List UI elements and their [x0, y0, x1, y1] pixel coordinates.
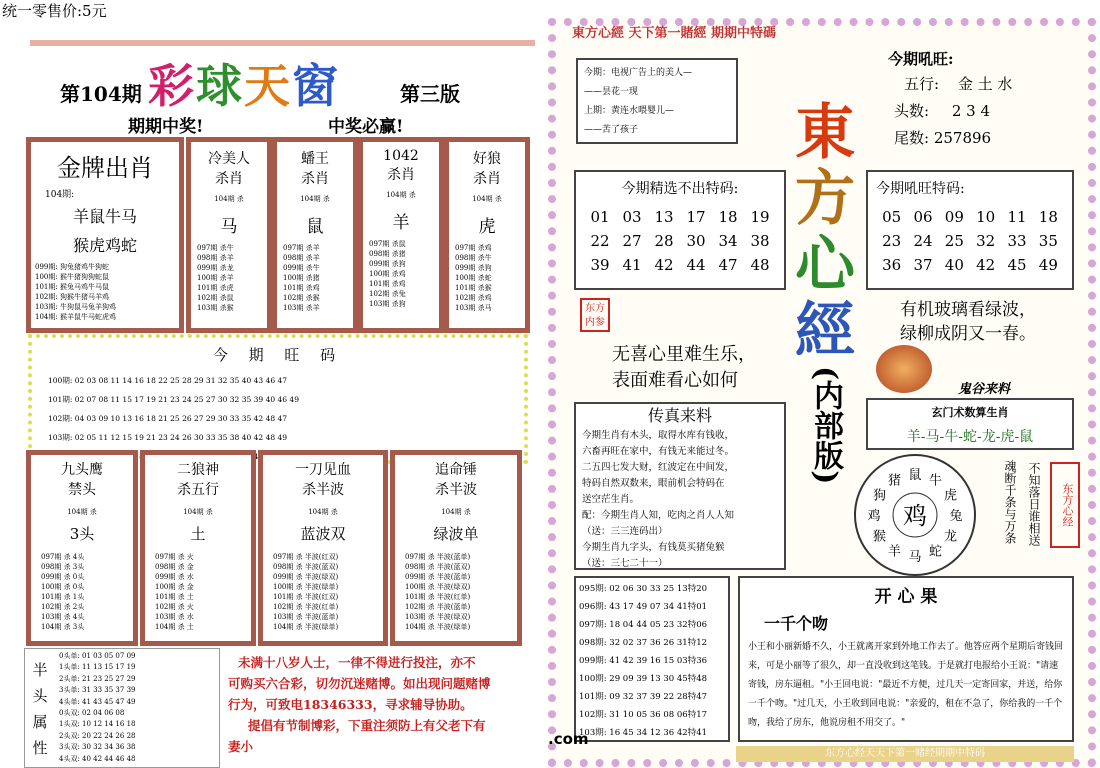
retail-price: 统一零售价:5元: [2, 2, 107, 20]
kill2-row: 099期 杀 半波(绿双): [273, 573, 339, 581]
banjiao-panel: [24, 648, 220, 768]
banjiao-row: 1头单: 11 13 15 17 19: [59, 663, 136, 672]
wuxing-value: 金 土 水: [957, 75, 1013, 93]
kill-title-1: 1042: [383, 148, 419, 164]
edition-label: 第三版: [400, 82, 460, 106]
kill2-row: 097期 杀 半波(红双): [273, 553, 339, 561]
number-cell: 42: [976, 256, 996, 274]
kill2-row: 103期 杀 水: [155, 613, 194, 621]
number-cell: 09: [944, 208, 964, 226]
number-cell: 42: [654, 256, 674, 274]
number-cell: 18: [1038, 208, 1058, 226]
kill-row: 098期 杀牛: [455, 254, 492, 262]
wang-row: 102期: 04 03 09 10 13 16 18 21 25 26 27 29 30 33 35 42 48 47: [48, 414, 288, 423]
number-cell: 49: [1038, 256, 1058, 274]
kill2-sub: 104期 杀: [441, 508, 471, 516]
history-row: 101期: 09 32 37 39 22 28特47: [579, 692, 708, 702]
kill2-row: 097期 杀 4头: [41, 553, 85, 561]
kill2-row: 102期 杀 半波(红单): [273, 603, 339, 611]
top-border: [30, 40, 535, 46]
gold-row: 099期: 狗兔猪鸡牛狗蛇: [35, 263, 109, 271]
kill-row: 100期 杀蛇: [455, 274, 492, 282]
kill-row: 101期 杀虎: [197, 284, 234, 292]
wheel-char: 狗: [872, 488, 887, 504]
kill-value: 虎: [478, 217, 496, 237]
tiger-label: 鬼谷来料: [958, 382, 1011, 397]
banjiao-rows: [59, 651, 135, 765]
title-char: 東: [795, 98, 855, 168]
tiger-image: [876, 345, 932, 393]
poem-line: 绿柳成阴又一春。: [900, 324, 1036, 344]
brand-char: 窗: [292, 59, 340, 113]
kill2-row: 099期 杀 0头: [41, 573, 85, 581]
brand-char: 天: [244, 59, 292, 113]
left-page: [10, 22, 540, 767]
number-cell: 35: [1038, 232, 1058, 250]
warning-line: 妻小: [228, 739, 254, 754]
kill2-row: 101期 杀 半波(红双): [273, 593, 339, 601]
number-cell: 30: [686, 232, 706, 250]
kill-sub: 104期 杀: [214, 195, 244, 203]
kill-row: 099期 杀狗: [369, 260, 406, 268]
kill2-row: 104期 杀 半波(绿单): [273, 623, 339, 631]
kill2-row: 104期 杀 3头: [41, 623, 85, 631]
kill2-row: 100期 杀 半波(绿单): [273, 583, 339, 591]
wheel-char: 牛: [928, 473, 943, 489]
brand-char: 球: [196, 59, 244, 113]
neibu-label: (内部版): [808, 366, 843, 485]
gold-title: 金牌出肖: [57, 154, 153, 182]
number-cell: 28: [654, 232, 674, 250]
banjiao-row: 4头双: 40 42 44 46 48: [59, 754, 136, 763]
number-cell: 13: [654, 208, 674, 226]
kill-row: 101期 杀猴: [455, 284, 492, 292]
kill2-row: 097期 杀 半波(蓝单): [405, 553, 471, 561]
kill-row: 103期 杀马: [455, 304, 492, 312]
kill-row: 099期 杀龙: [197, 264, 234, 272]
chuanzhen-line: 送空茫生肖。: [582, 494, 640, 505]
tou-value: 2 3 4: [951, 102, 991, 120]
kill-row: 097期 杀鸡: [455, 244, 492, 252]
wheel-char: 马: [908, 550, 922, 565]
kill-title-2: 杀肖: [215, 171, 243, 187]
kill2-row: 103期 杀 半波(蓝单): [273, 613, 339, 621]
number-cell: 11: [1007, 208, 1027, 226]
xuanmen-title: 玄门术数算生肖: [931, 406, 1009, 419]
warning-line: 行为，可致电18346333，寻求辅导协助。: [228, 697, 473, 712]
kill2-row: 097期 杀 火: [155, 553, 194, 561]
kill-rows: [369, 239, 439, 309]
wheel-char: 龙: [943, 529, 958, 545]
kill2-row: 104期 杀 半波(绿单): [405, 623, 471, 631]
kill2-row: 104期 杀 土: [155, 623, 194, 631]
kill-row: 103期 杀狗: [369, 300, 406, 308]
history-row: 103期: 16 45 34 12 36 42特41: [579, 728, 708, 738]
chuanzhen-line: 配：今期生肖人知，吃肉之肖人人知: [582, 510, 735, 521]
kill2-title-1: 二狼神: [177, 462, 219, 478]
wheel-char: 虎: [943, 488, 958, 504]
wuxing-label: 五行:: [904, 75, 940, 93]
number-cell: 06: [913, 208, 933, 226]
tou-label: 头数:: [894, 102, 930, 120]
gold-line2: 猴虎鸡蛇: [72, 236, 137, 255]
kill-rows: [197, 243, 267, 313]
kill-row: 101期 杀鸡: [369, 280, 406, 288]
kill-row: 100期 杀猪: [283, 274, 320, 282]
kill2-row: 099期 杀 半波(蓝单): [405, 573, 471, 581]
kill2-row: 100期 杀 0头: [41, 583, 85, 591]
wang-row: 103期: 02 05 11 12 15 19 21 23 24 26 30 33 35 38 40 42 48 49: [48, 433, 288, 442]
side-vertical-1: 魂断千条与万条: [1003, 460, 1017, 544]
wang-title: 今 期 旺 码: [212, 346, 344, 364]
gold-row: 101期: 猴兔马鸡牛马鼠: [35, 283, 109, 291]
number-cell: 23: [882, 232, 902, 250]
number-cell: 32: [976, 232, 996, 250]
number-cell: 05: [882, 208, 902, 226]
history-row: 095期: 02 06 30 33 25 13特20: [579, 584, 708, 594]
kill-row: 100期 杀鸡: [369, 270, 406, 278]
kill2-rows: [41, 552, 133, 632]
number-cell: 37: [913, 256, 933, 274]
kill-row: 099期 杀牛: [283, 264, 320, 272]
kill-row: 102期 杀猴: [283, 294, 320, 302]
hao-panel: [870, 48, 1088, 158]
kill-row: 098期 杀羊: [283, 254, 320, 262]
chuanzhen-line: （送：三七二十一）: [582, 558, 668, 569]
kill2-row: 100期 杀 金: [155, 583, 194, 591]
com-label: .com: [548, 730, 589, 748]
riddle-line: ——苦了孩子: [584, 125, 639, 135]
riddle-line: 今期：电视广告上的美人—: [584, 68, 693, 78]
kill-value: 羊: [392, 213, 410, 233]
kill2-row: 101期 杀 土: [155, 593, 194, 601]
kill-title-1: 冷美人: [208, 151, 250, 167]
history-row: 102期: 31 10 05 36 08 06特17: [579, 710, 708, 720]
number-cell: 38: [750, 232, 770, 250]
dongfang-title: [790, 100, 860, 484]
kaixin-sub: 一千个吻: [764, 614, 829, 633]
kill-row: 103期 杀羊: [283, 304, 320, 312]
banjiao-row: 2头双: 20 22 24 26 28: [59, 731, 136, 740]
wang-row: 100期: 02 03 08 11 14 16 18 22 25 28 29 31 32 35 40 43 46 47: [48, 376, 288, 385]
chuanzhen-line: 二五四七发大财，红波定在中间发，: [582, 462, 735, 473]
kill-rows: [455, 243, 525, 313]
banjiao-row: 4头单: 41 43 45 47 49: [59, 697, 136, 706]
kill-row: 099期 杀狗: [455, 264, 492, 272]
warning-line: 提倡有节制博彩，下重注须防上有父老下有: [248, 718, 486, 733]
wheel-char: 羊: [887, 544, 902, 560]
kill-row: 098期 杀猪: [369, 250, 406, 258]
kill2-panel: [26, 450, 138, 646]
banjiao-title: 半头属性: [32, 661, 48, 757]
wheel-char: 猴: [872, 529, 887, 545]
kill2-title-1: 追命锤: [435, 462, 477, 478]
kill2-row: 098期 杀 3头: [41, 563, 85, 571]
chuanzhen-line: 今期生肖九字头，有钱莫买猪兔猴: [582, 542, 725, 553]
number-cell: 40: [944, 256, 964, 274]
warning-line: 可购买六合彩，切勿沉迷赌博。如出现问题赌博: [228, 676, 491, 691]
right-header: 東方心經 天下第一賭經 期期中特碼: [572, 26, 777, 41]
slogan-left: 期期中奖!: [128, 117, 204, 137]
banjiao-row: 0头双: 02 04 06 08: [59, 709, 125, 718]
houwang-panel: [866, 170, 1074, 290]
poem1: [900, 298, 1036, 346]
kill-panel: [272, 137, 358, 333]
kill2-row: 098期 杀 半波(蓝双): [273, 563, 339, 571]
history-row: 096期: 43 17 49 07 34 41特01: [579, 602, 708, 612]
history-rows: [579, 580, 725, 742]
banjiao-row: 0头单: 01 03 05 07 09: [59, 652, 136, 660]
number-cell: 41: [622, 256, 642, 274]
number-cell: 01: [590, 208, 610, 226]
kill2-value: 蓝波双: [300, 525, 346, 543]
brand-title: [148, 50, 340, 116]
stamp: 东方内参: [580, 298, 610, 332]
history-row: 100期: 29 09 39 13 30 45特48: [579, 674, 708, 684]
brand-char: 彩: [148, 59, 196, 113]
poem-line: 有机玻璃看绿波，: [900, 300, 1036, 320]
title-char: 方: [795, 164, 855, 234]
kill2-rows: [405, 552, 517, 632]
kill2-row: 099期 杀 水: [155, 573, 194, 581]
kill-row: 100期 杀羊: [197, 274, 234, 282]
warning-line: 未满十八岁人士，一律不得进行投注，亦不: [238, 655, 476, 670]
kill-row: 101期 杀鸡: [283, 284, 320, 292]
kill2-sub: 104期 杀: [183, 508, 213, 516]
kill-title-2: 杀肖: [473, 171, 501, 187]
kill2-row: 103期 杀 4头: [41, 613, 85, 621]
number-cell: 24: [913, 232, 933, 250]
number-cell: 03: [622, 208, 642, 226]
wei-value: 257896: [933, 129, 992, 147]
kill-title-1: 蟠王: [301, 151, 329, 167]
wheel-char: 兔: [949, 509, 963, 524]
kill-panel: [186, 137, 272, 333]
banjiao-row: 3头单: 31 33 35 37 39: [59, 686, 136, 695]
kill2-row: 101期 杀 1头: [41, 593, 85, 601]
banjiao-row: 2头单: 21 23 25 27 29: [59, 674, 136, 683]
number-cell: 18: [718, 208, 738, 226]
kill2-panel: [140, 450, 256, 646]
kill2-rows: [273, 552, 383, 632]
gold-issue: 104期:: [45, 190, 75, 200]
kill-title-1: 好狼: [473, 151, 501, 167]
jingxuan-title: 今期精选不出特码:: [621, 181, 739, 197]
wheel-char: 猪: [887, 473, 902, 489]
number-cell: 17: [686, 208, 706, 226]
kill-value: 鼠: [306, 217, 324, 237]
number-cell: 27: [622, 232, 642, 250]
riddle-line: ——昙花一现: [584, 87, 639, 97]
kill-row: 103期 杀猴: [197, 304, 234, 312]
kill-sub: 104期 杀: [300, 195, 330, 203]
history-row: 098期: 32 02 37 36 26 31特12: [579, 638, 708, 648]
warning-text: [228, 652, 538, 757]
number-cell: 45: [1007, 256, 1027, 274]
side-vertical-2: 不知落日谁相送: [1027, 462, 1041, 546]
number-cell: 19: [750, 208, 770, 226]
gold-row: 103期: 牛狗鼠马兔羊狗鸡: [35, 303, 116, 311]
kill-title-2: 杀肖: [301, 171, 329, 187]
history-row: 097期: 18 04 44 05 23 32特06: [579, 620, 708, 630]
wheel-center: 鸡: [903, 502, 927, 530]
kill-panel: [358, 137, 444, 333]
kill2-title-2: 杀半波: [302, 482, 344, 498]
chuanzhen-line: 今期生肖有木头，取得水库有钱收，: [582, 430, 735, 441]
wheel-char: 蛇: [928, 544, 943, 560]
side-stamp: 东方心经: [1050, 462, 1080, 548]
kill2-title-2: 禁头: [68, 482, 96, 498]
kaixin-text: 小王和小丽新婚不久，小王就离开家到外地工作去了。他答应两个星期后寄钱回来，可是小丽等了很久，却一直没收到这笔钱。于是就打电报给小王说："请速寄钱，房东逼租。"小王回电说："最近不方便，过几天一定寄回家，并送，给你一千个吻。"过几天，小王收到回电说："亲爱的，租在不急了，你给我的一千个吻，我给了房东，他说房租不用交了。": [748, 642, 1064, 728]
chuanzhen-line: 特码自然双数来，眼前机会特码在: [582, 478, 725, 489]
gold-row: 100期: 猴牛猪狗狗蛇鼠: [35, 273, 109, 281]
poem-line: 无喜心里难生乐，: [612, 344, 756, 365]
kill2-title-2: 杀五行: [177, 482, 219, 498]
issue-number: 第104期: [60, 82, 142, 106]
wei-label: 尾数:: [894, 129, 930, 147]
kill2-row: 103期 杀 半波(绿双): [405, 613, 471, 621]
poem2: [612, 342, 756, 394]
kill2-title-2: 杀半波: [435, 482, 477, 498]
gold-row: 102期: 狗猴牛猪马羊鸡: [35, 293, 109, 301]
kill2-panel: [390, 450, 522, 646]
kill-title-2: 杀肖: [387, 167, 415, 183]
number-cell: 47: [718, 256, 738, 274]
gold-panel: [26, 137, 184, 333]
kill-value: 马: [220, 217, 238, 237]
kill-sub: 104期 杀: [472, 195, 502, 203]
kill2-sub: 104期 杀: [67, 508, 97, 516]
kill-row: 097期 杀羊: [283, 244, 320, 252]
kill2-title-1: 一刀见血: [295, 462, 351, 478]
kill-row: 102期 杀兔: [369, 290, 406, 298]
gold-line1: 羊鼠牛马: [72, 207, 137, 226]
kill-row: 098期 杀羊: [197, 254, 234, 262]
riddle-line: 上期：黄连水喂婴儿—: [584, 106, 675, 116]
kill2-row: 101期 杀 半波(红单): [405, 593, 471, 601]
kill-rows: [283, 243, 353, 313]
history-row: 099期: 41 42 39 16 15 03特36: [579, 656, 708, 666]
number-cell: 44: [686, 256, 706, 274]
chuanzhen-line: 六畜再旺在家中，有钱无来能过冬。: [582, 446, 735, 457]
chuanzhen-title: 传真来料: [647, 406, 712, 425]
kill2-row: 098期 杀 半波(蓝双): [405, 563, 471, 571]
kill2-row: 102期 杀 火: [155, 603, 194, 611]
kill2-value: 土: [190, 525, 206, 543]
number-cell: 33: [1007, 232, 1027, 250]
xiao-sequence: 羊-马-牛-蛇-龙-虎-鼠: [906, 429, 1034, 445]
kill2-row: 102期 杀 半波(蓝单): [405, 603, 471, 611]
number-cell: 25: [944, 232, 964, 250]
houwang-title: 今期吼旺特码:: [876, 181, 965, 197]
chuanzhen-line: （送：三三连码出）: [582, 526, 668, 537]
kill-panel: [444, 137, 530, 333]
kill-row: 102期 杀鼠: [197, 294, 234, 302]
banjiao-row: 1头双: 10 12 14 16 18: [59, 720, 136, 729]
riddle-box: [576, 58, 738, 144]
number-cell: 39: [590, 256, 610, 274]
kill2-value: 绿波单: [433, 525, 479, 543]
title-char: 經: [795, 296, 855, 366]
poem-line: 表面难看心如何: [612, 370, 738, 391]
houwang-grid: [876, 208, 1064, 274]
kill-row: 102期 杀鸡: [455, 294, 492, 302]
gold-row: 104期: 猴羊鼠牛马蛇虎鸡: [35, 313, 116, 321]
wang-row: 101期: 02 07 08 11 15 17 19 21 23 24 25 27 30 32 35 39 40 46 49: [48, 395, 299, 404]
kaixin-title: 开 心 果: [874, 587, 938, 607]
wheel-char: 鸡: [867, 509, 881, 524]
kill2-row: 100期 杀 半波(绿双): [405, 583, 471, 591]
number-cell: 36: [882, 256, 902, 274]
kill2-title-1: 九头鹰: [61, 462, 103, 478]
wheel-char: 鼠: [908, 468, 922, 483]
kill2-value: 3头: [69, 525, 95, 543]
kill-sub: 104期 杀: [386, 191, 416, 199]
kill2-panel: [258, 450, 388, 646]
kill2-row: 102期 杀 2头: [41, 603, 85, 611]
wang-panel: [28, 334, 528, 464]
zodiac-wheel: [850, 450, 980, 580]
banjiao-row: 3头双: 30 32 34 36 38: [59, 743, 136, 752]
title-char: 心: [795, 230, 855, 300]
history-panel: [574, 576, 730, 742]
number-cell: 48: [750, 256, 770, 274]
kill2-sub: 104期 杀: [308, 508, 338, 516]
chuanzhen-panel: [574, 402, 786, 570]
jingxuan-panel: [574, 170, 786, 290]
number-cell: 22: [590, 232, 610, 250]
kill-row: 097期 杀鼠: [369, 240, 406, 248]
kaixin-panel: [738, 576, 1074, 742]
number-cell: 10: [976, 208, 996, 226]
number-cell: 34: [718, 232, 738, 250]
kill-row: 097期 杀牛: [197, 244, 234, 252]
kill2-rows: [155, 552, 251, 632]
kill2-row: 098期 杀 金: [155, 563, 194, 571]
jingxuan-grid: [584, 208, 776, 274]
slogan-right: 中奖必赢!: [328, 117, 404, 137]
gold-history: [35, 262, 179, 322]
xuanmen-panel: [866, 398, 1074, 450]
footer-banner: 东方心经天天下第一赌经期期中特码: [736, 746, 1074, 762]
chuanzhen-lines: [582, 428, 778, 572]
hao-title: 今期吼旺:: [888, 50, 954, 68]
